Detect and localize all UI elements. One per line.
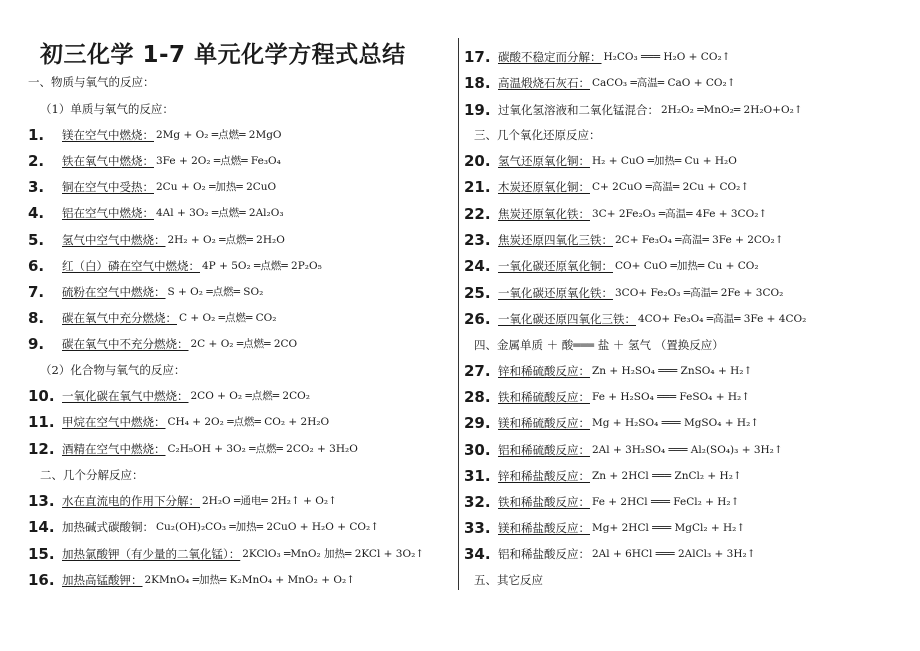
- equation-row-7: 7. 硫粉在空气中燃烧： S + O₂ ═点燃═ SO₂: [28, 283, 264, 301]
- equation-row-24: 24. 一氧化碳还原氧化铜： CO+ CuO ═加热═ Cu + CO₂: [464, 257, 759, 275]
- equation-row-15: 15. 加热氯酸钾（有少量的二氧化锰）： 2KClO₃ ═MnO₂ 加热═ 2KCl + 3O₂↑: [28, 545, 425, 563]
- equation-row-3: 3. 铜在空气中受热： 2Cu + O₂ ═加热═ 2CuO: [28, 178, 277, 196]
- equation-row-8: 8. 碳在氧气中充分燃烧： C + O₂ ═点燃═ CO₂: [28, 309, 277, 327]
- equation-row-6: 6. 红（白）磷在空气中燃烧： 4P + 5O₂ ═点燃═ 2P₂O₅: [28, 257, 322, 275]
- equation-row-17: 17. 碳酸不稳定而分解： H₂CO₃ ═══ H₂O + CO₂↑: [464, 48, 731, 66]
- section-heading-3: 三、几个氧化还原反应：: [474, 128, 601, 142]
- equation-row-2: 2. 铁在氧气中燃烧： 3Fe + 2O₂ ═点燃═ Fe₃O₄: [28, 152, 281, 170]
- equation-row-29: 29. 镁和稀硫酸反应： Mg + H₂SO₄ ═══ MgSO₄ + H₂↑: [464, 414, 760, 432]
- equation-row-10: 10. 一氧化碳在氧气中燃烧： 2CO + O₂ ═点燃═ 2CO₂: [28, 387, 310, 405]
- equation-row-12: 12. 酒精在空气中燃烧： C₂H₅OH + 3O₂ ═点燃═ 2CO₂ + 3H₂O: [28, 440, 358, 458]
- equation-row-18: 18. 高温煅烧石灰石： CaCO₃ ═高温═ CaO + CO₂↑: [464, 74, 736, 92]
- equation-row-21: 21. 木炭还原氧化铜： C+ 2CuO ═高温═ 2Cu + CO₂↑: [464, 178, 750, 196]
- equation-row-13: 13. 水在直流电的作用下分解： 2H₂O ═通电═ 2H₂↑ + O₂↑: [28, 492, 337, 510]
- equation-row-34: 34. 铝和稀盐酸反应： 2Al + 6HCl ═══ 2AlCl₃ + 3H₂↑: [464, 545, 756, 563]
- subsection-heading-1a: （1）单质与氧气的反应：: [40, 102, 174, 116]
- equation-row-25: 25. 一氧化碳还原氧化铁： 3CO+ Fe₂O₃ ═高温═ 2Fe + 3CO₂: [464, 284, 784, 302]
- equation-row-20: 20. 氢气还原氧化铜： H₂ + CuO ═加热═ Cu + H₂O: [464, 152, 737, 170]
- section-heading-5: 五、其它反应: [474, 573, 543, 587]
- equation-row-26: 26. 一氧化碳还原四氧化三铁： 4CO+ Fe₃O₄ ═高温═ 3Fe + 4CO₂: [464, 310, 807, 328]
- equation-row-27: 27. 锌和稀硫酸反应： Zn + H₂SO₄ ═══ ZnSO₄ + H₂↑: [464, 362, 753, 380]
- equation-row-32: 32. 铁和稀盐酸反应： Fe + 2HCl ═══ FeCl₂ + H₂↑: [464, 493, 740, 511]
- page-title: 初三化学 1-7 单元化学方程式总结: [40, 42, 406, 68]
- equation-row-30: 30. 铝和稀硫酸反应： 2Al + 3H₂SO₄ ═══ Al₂(SO₄)₃ + 3H₂↑: [464, 441, 783, 459]
- equation-row-5: 5. 氢气中空气中燃烧： 2H₂ + O₂ ═点燃═ 2H₂O: [28, 231, 285, 249]
- section-heading-4: 四、金属单质 ＋ 酸═══ 盐 ＋ 氢气 （置换反应）: [474, 338, 724, 352]
- equation-row-19: 19. 过氧化氢溶液和二氧化锰混合： 2H₂O₂ ═MnO₂═ 2H₂O+O₂↑: [464, 101, 803, 119]
- equation-row-33: 33. 镁和稀盐酸反应： Mg+ 2HCl ═══ MgCl₂ + H₂↑: [464, 519, 746, 537]
- column-divider: [458, 38, 459, 590]
- equation-row-1: 1. 镁在空气中燃烧： 2Mg + O₂ ═点燃═ 2MgO: [28, 126, 282, 144]
- equation-row-31: 31. 锌和稀盐酸反应： Zn + 2HCl ═══ ZnCl₂ + H₂↑: [464, 467, 742, 485]
- equation-row-22: 22. 焦炭还原氧化铁： 3C+ 2Fe₂O₃ ═高温═ 4Fe + 3CO₂↑: [464, 205, 768, 223]
- equation-row-9: 9. 碳在氧气中不充分燃烧： 2C + O₂ ═点燃═ 2CO: [28, 335, 298, 353]
- equation-row-14: 14. 加热碱式碳酸铜： Cu₂(OH)₂CO₃ ═加热═ 2CuO + H₂O + CO₂↑: [28, 518, 379, 536]
- equation-row-16: 16. 加热高锰酸钾： 2KMnO₄ ═加热═ K₂MnO₄ + MnO₂ + O₂↑: [28, 571, 355, 589]
- equation-row-28: 28. 铁和稀硫酸反应： Fe + H₂SO₄ ═══ FeSO₄ + H₂↑: [464, 388, 750, 406]
- subsection-heading-1b: （2）化合物与氧气的反应：: [40, 363, 186, 377]
- section-heading-1: 一、物质与氧气的反应：: [28, 75, 155, 89]
- equation-row-23: 23. 焦炭还原四氧化三铁： 2C+ Fe₃O₄ ═高温═ 3Fe + 2CO₂↑: [464, 231, 784, 249]
- equation-row-4: 4. 铝在空气中燃烧： 4Al + 3O₂ ═点燃═ 2Al₂O₃: [28, 204, 284, 222]
- equation-row-11: 11. 甲烷在空气中燃烧： CH₄ + 2O₂ ═点燃═ CO₂ + 2H₂O: [28, 413, 330, 431]
- section-heading-2: 二、几个分解反应：: [40, 468, 144, 482]
